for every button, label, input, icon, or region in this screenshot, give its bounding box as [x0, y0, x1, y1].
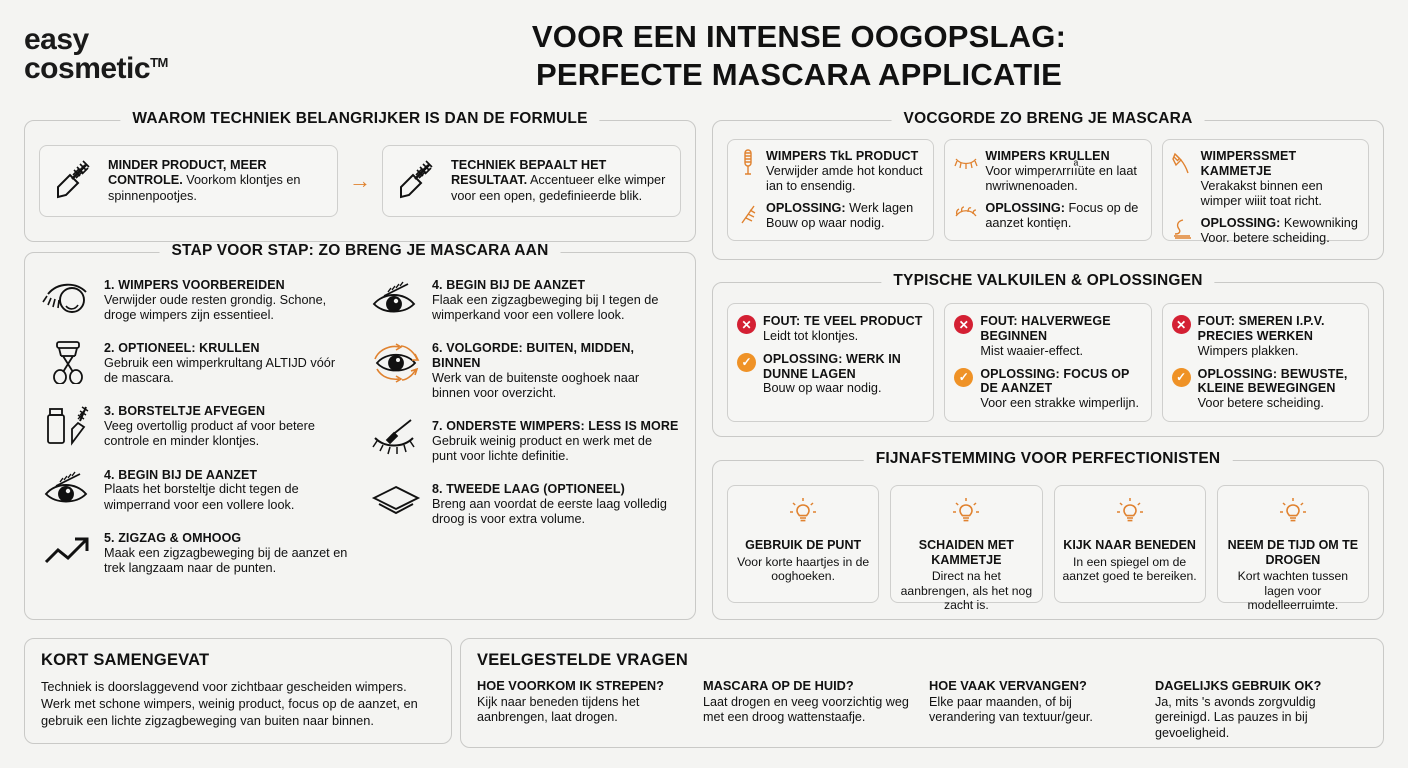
faq-item [1155, 678, 1367, 741]
layers-icon [369, 481, 423, 523]
order-problem-heading: WIMPERS TkL PRODUCT [766, 149, 919, 163]
header [0, 0, 1408, 110]
mascara-tube-wipe-icon [41, 403, 95, 445]
section-finetuning [712, 450, 1384, 620]
brand-line-2: cosmetic™ [24, 51, 168, 85]
order-solution-label: OPLOSSING: [1200, 215, 1281, 230]
zigzag-arrow-up-icon [41, 530, 95, 572]
pitfall-fix-body: Voor een strakke wimperlijn. [980, 396, 1139, 411]
lightbulb-icon [951, 496, 981, 526]
lash-comb-stroke-icon [1172, 216, 1194, 242]
faq-answer: Ja, mits 's avonds zorgvuldig gereinigd. Las pauzes in bij gevoeligheid. [1155, 695, 1316, 740]
order-card-1 [727, 139, 934, 241]
why-card-1-heading: MINDER PRODUCT, MEER CONTROLE. [108, 158, 267, 188]
faq-item [703, 678, 915, 741]
step-body: Breng aan voordat de eerste laag volledig droog is voor extra volume. [432, 497, 667, 527]
eye-with-brush-icon [41, 467, 95, 509]
step-body: Flaak een zigzagbeweging bij I tegen de wimperkand voor een vollere look. [432, 292, 659, 322]
step-item [369, 340, 679, 401]
step-item [41, 530, 351, 576]
pitfall-fix-body: Voor betere scheiding. [1197, 396, 1324, 411]
pitfall-card-1 [727, 303, 934, 422]
step-item [369, 481, 679, 527]
brand-logo [24, 18, 324, 83]
step-heading: 6. VOLGORDE: BUITEN, MIDDEN, BINNEN [432, 341, 635, 370]
trademark-symbol: TM [150, 54, 168, 70]
arrow-right-icon: → [349, 168, 371, 193]
eyelash-curler-icon [41, 340, 95, 382]
faq-question: MASCARA OP DE HUID? [703, 678, 854, 693]
closed-eye-lashes-icon [41, 277, 95, 319]
faq-item [477, 678, 689, 741]
step-item [41, 403, 351, 449]
brand-line-1: easy [24, 23, 89, 56]
pitfall-error-body: Mist waaier-effect. [980, 343, 1084, 358]
pitfall-fix-body: Bouw op waar nodig. [763, 381, 882, 396]
pitfall-fix-heading: OPLOSSING: WERK IN DUNNE LAGEN [763, 351, 901, 381]
faq-title: VEELGESTELDE VRAGEN [477, 651, 689, 669]
pitfall-error-body: Leidt tot klontjes. [763, 328, 859, 343]
pitfall-card-2 [944, 303, 1151, 422]
curled-lashes-icon [954, 201, 978, 227]
step-body: Veeg overtollig product af voor betere controle en minder klontjes. [104, 419, 315, 449]
why-card-1-body: Voorkom klontjes en spinnenpootjes. [108, 173, 301, 203]
finetune-heading: SCHAIDEN MET KAMMETJE [918, 538, 1014, 567]
faq-answer: Laat drogen en veeg voorzichtig weg met een droog wattenstaafje. [703, 695, 909, 725]
pitfall-error-heading: FOUT: TE VEEL PRODUCT [763, 314, 923, 328]
step-heading: 7. ONDERSTE WIMPERS: LESS IS MORE [432, 419, 679, 434]
faq-item [929, 678, 1141, 741]
eye-order-arrows-icon [369, 340, 423, 382]
mascara-wand-diagonal-icon [737, 201, 759, 227]
pitfall-card-3 [1162, 303, 1369, 422]
finetune-body: Voor korte haartjes in de ooghoeken. [737, 554, 870, 584]
section-pitfalls-title: TYPISCHE VALKUILEN & OPLOSSINGEN [881, 272, 1214, 290]
order-solution-label: OPLOSSING: [766, 201, 846, 216]
order-card-2 [944, 139, 1151, 241]
lightbulb-icon [788, 496, 818, 526]
step-body: Maak een zigzagbeweging bij de aanzet en trek langzaam naar de punten. [104, 545, 348, 575]
pitfall-error-body: Wimpers plakken. [1197, 343, 1299, 358]
finetune-heading: NEEM DE TIJD OM TE DROGEN [1227, 538, 1359, 567]
pitfall-error-heading: FOUT: HALVERWEGE BEGINNEN [980, 314, 1111, 343]
step-body: Plaats het borsteltje dicht tegen de wimperrand voor een vollere look. [104, 482, 299, 512]
lower-lashes-brush-icon [369, 418, 423, 460]
page-title-line-1: VOOR EEN INTENSE OOGOPSLAG: [531, 19, 1067, 54]
step-body: Verwijder oude resten grondig. Schone, droge wimpers zijn essentieel. [104, 292, 327, 322]
finetune-body: In een spiegel om de aanzet goed te bereiken. [1062, 554, 1197, 584]
order-solution-body: Focus op de aanzet kontięn. [985, 201, 1139, 231]
error-icon: ✕ [954, 315, 973, 334]
step-body: Gebruik weinig product en werk met de punt voor lichte definitie. [432, 433, 653, 464]
step-heading: 4. BEGIN BIJ DE AANZET [104, 467, 258, 482]
faq-answer: Kijk naar beneden tijdens het aanbrengen, laat drogen. [477, 695, 640, 725]
order-problem-heading: WIMPERS KRULLEN [985, 149, 1110, 163]
error-icon: ✕ [1172, 315, 1191, 334]
step-heading: 2. OPTIONEEL: KRULLEN [104, 341, 260, 356]
finetune-body: Direct na het aanbrengen, als het nog zacht is. [900, 569, 1033, 613]
why-card-2 [382, 145, 681, 217]
finetune-card-1 [727, 485, 879, 603]
step-heading: 4. BEGIN BIJ DE AANZET [432, 278, 586, 292]
faq-answer: Elke paar maanden, of bij verandering van textuur/geur. [929, 695, 1093, 725]
check-icon: ✓ [1172, 368, 1191, 387]
why-card-2-body: Accentueer elke wimper voor een open, gedefinieerde blik. [451, 173, 666, 203]
order-problem-body: Voor wimperʌrrııͣüte en laat nwriwnenoaden. [985, 163, 1137, 193]
check-icon: ✓ [737, 353, 756, 372]
mascara-wand-icon [395, 157, 441, 205]
summary-title: KORT SAMENGEVAT [41, 651, 210, 669]
order-problem-body: Verakakst binnen een wimper wiiit toat richt. [1200, 178, 1323, 208]
section-step-by-step [24, 242, 696, 620]
why-card-2-heading: TECHNIEK BEPAALT HET RESULTAAT. [451, 158, 607, 188]
step-body: Gebruik een wimperkrultang ALTIJD vóór de mascara. [104, 355, 336, 386]
finetune-heading: KIJK NAAR BENEDEN [1063, 538, 1196, 552]
section-why-technique-title: WAAROM TECHNIEK BELANGRIJKER IS DAN DE FORMULE [120, 110, 599, 128]
section-order [712, 110, 1384, 260]
section-faq [460, 638, 1384, 748]
step-item [369, 418, 679, 464]
pitfall-error-heading: FOUT: SMEREN I.P.V. PRECIES WERKEN [1197, 314, 1325, 343]
faq-question: DAGELIJKS GEBRUIK OK? [1155, 678, 1322, 693]
section-why-technique [24, 110, 696, 242]
step-heading: 3. BORSTELTJE AFVEGEN [104, 404, 266, 419]
section-summary [24, 638, 452, 744]
mascara-wand-vertical-icon [737, 149, 759, 175]
step-heading: 1. WIMPERS VOORBEREIDEN [104, 278, 285, 292]
page-title [324, 18, 1384, 94]
order-solution-body: Werk lagen Bouw op waar nodig. [766, 201, 914, 231]
finetune-card-2 [890, 485, 1042, 613]
faq-question: HOE VOORKOM IK STREPEN? [477, 678, 664, 693]
summary-body: Techniek is doorslaggevend voor zichtbaar gescheiden wimpers. Werk met schone wimpers, weinig product, focus op de aanzet, en gebruik een lichte zigzagbeweging van buiten naar binnen. [41, 679, 418, 728]
order-solution-body: Kewowniking Voor. betere scheiding. [1200, 215, 1358, 246]
finetune-card-4 [1217, 485, 1369, 613]
step-item [369, 277, 679, 323]
step-heading: 5. ZIGZAG & OMHOOG [104, 530, 242, 545]
faq-question: HOE VAAK VERVANGEN? [929, 678, 1087, 693]
finetune-card-3 [1054, 485, 1206, 603]
section-pitfalls [712, 272, 1384, 437]
lightbulb-icon [1115, 496, 1145, 526]
finetune-body: Kort wachten tussen lagen voor modelleerruimte. [1237, 569, 1349, 613]
order-problem-heading: WIMPERSSMET KAMMETJE [1200, 149, 1297, 178]
page-title-line-2: PERFECTE MASCARA APPLICATIE [535, 56, 1063, 92]
error-icon: ✕ [737, 315, 756, 334]
pitfall-fix-heading: OPLOSSING: FOCUS OP DE AANZET [980, 366, 1130, 396]
order-solution-label: OPLOSSING: [985, 201, 1065, 216]
finetune-heading: GEBRUIK DE PUNT [745, 538, 862, 552]
closed-lashes-icon [954, 149, 978, 175]
check-icon: ✓ [954, 368, 973, 387]
section-finetuning-title: FIJNAFSTEMMING VOOR PERFECTIONISTEN [864, 450, 1233, 468]
mascara-wand-icon [52, 157, 98, 205]
step-item [41, 340, 351, 386]
steps-column-right [361, 277, 679, 609]
section-order-title: VOCGORDE ZO BRENG JE MASCARA [892, 110, 1205, 128]
section-step-by-step-title: STAP VOOR STAP: ZO BRENG JE MASCARA AAN [160, 242, 561, 260]
pitfall-fix-heading: OPLOSSING: BEWUSTE, KLEINE BEWEGINGEN [1197, 366, 1348, 396]
steps-column-left [41, 277, 361, 609]
lightbulb-icon [1278, 496, 1308, 526]
step-body: Werk van de buitenste ooghoek naar binnen voor overzicht. [432, 370, 640, 400]
eye-with-brush-icon [369, 277, 423, 319]
order-card-3 [1162, 139, 1369, 246]
order-problem-body: Verwijder amde hot konduct ian to ensendig. [766, 163, 923, 193]
step-item [41, 277, 351, 323]
why-card-1 [39, 145, 338, 217]
lash-comb-icon [1172, 149, 1194, 175]
step-item [41, 467, 351, 513]
step-heading: 8. TWEEDE LAAG (OPTIONEEL) [432, 482, 625, 497]
